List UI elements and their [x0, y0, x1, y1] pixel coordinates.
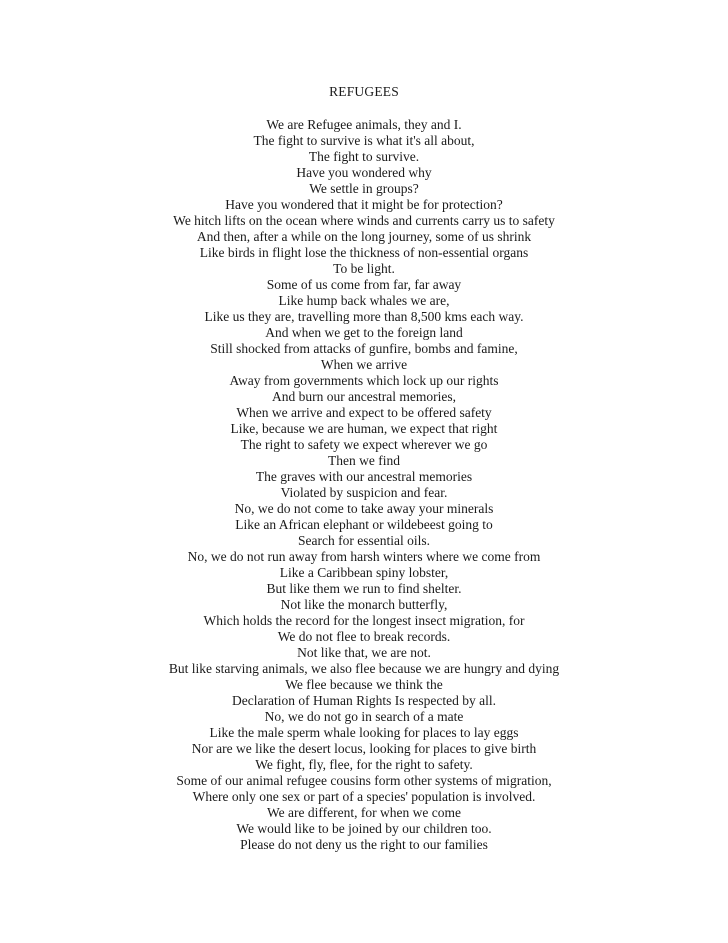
poem-line: No, we do not run away from harsh winters where we come from — [187, 548, 541, 564]
poem-line: Like the male sperm whale looking for places to lay eggs — [209, 724, 519, 740]
poem-line: We hitch lifts on the ocean where winds and currents carry us to safety — [173, 212, 555, 228]
poem-line: Nor are we like the desert locus, looking for places to give birth — [191, 740, 537, 756]
poem-line: Then we find — [328, 452, 400, 468]
poem-line: Where only one sex or part of a species' population is involved. — [192, 788, 536, 804]
poem-line: Some of our animal refugee cousins form other systems of migration, — [176, 772, 552, 788]
poem-line: The fight to survive. — [308, 148, 420, 164]
poem-line: Please do not deny us the right to our families — [240, 836, 488, 852]
poem-line: We would like to be joined by our children too. — [236, 820, 492, 836]
poem-line: Search for essential oils. — [298, 532, 430, 548]
poem-line: Not like that, we are not. — [297, 644, 431, 660]
poem-line: We do not flee to break records. — [277, 628, 451, 644]
poem-line: Away from governments which lock up our rights — [229, 372, 499, 388]
poem-line: Some of us come from far, far away — [266, 276, 462, 292]
poem-line: The graves with our ancestral memories — [255, 468, 473, 484]
poem-title: REFUGEES — [329, 84, 399, 99]
poem-line: Have you wondered that it might be for protection? — [225, 196, 503, 212]
poem-line: The fight to survive is what it's all about, — [253, 132, 475, 148]
poem-line: Not like the monarch butterfly, — [280, 596, 448, 612]
poem-line: Still shocked from attacks of gunfire, bombs and famine, — [210, 340, 518, 356]
poem-line: Like, because we are human, we expect that right — [230, 420, 498, 436]
poem-line: Have you wondered why — [296, 164, 432, 180]
poem-line: Like an African elephant or wildebeest going to — [235, 516, 493, 532]
poem-line: When we arrive — [320, 356, 408, 372]
poem-line: No, we do not go in search of a mate — [264, 708, 464, 724]
poem-line: Like us they are, travelling more than 8,500 kms each way. — [204, 308, 524, 324]
poem-line: We fight, fly, flee, for the right to safety. — [255, 756, 473, 772]
poem-line: Which holds the record for the longest insect migration, for — [203, 612, 525, 628]
poem-line: And burn our ancestral memories, — [271, 388, 457, 404]
poem-line: When we arrive and expect to be offered safety — [236, 404, 492, 420]
poem-line: To be light. — [333, 260, 395, 276]
poem-line: Like birds in flight lose the thickness of non-essential organs — [199, 244, 529, 260]
poem-line: But like starving animals, we also flee because we are hungry and dying — [168, 660, 560, 676]
poem-line: And when we get to the foreign land — [265, 324, 463, 340]
poem-line: Like hump back whales we are, — [278, 292, 450, 308]
poem-line: Violated by suspicion and fear. — [280, 484, 448, 500]
poem-line: We are Refugee animals, they and I. — [266, 116, 462, 132]
poem-line: We are different, for when we come — [267, 804, 461, 820]
poem-line: Declaration of Human Rights Is respected by all. — [232, 692, 496, 708]
poem-line: The right to safety we expect wherever we go — [240, 436, 488, 452]
poem-line: And then, after a while on the long journey, some of us shrink — [196, 228, 532, 244]
poem-line: But like them we run to find shelter. — [266, 580, 462, 596]
poem-body — [0, 117, 728, 853]
poem-line: No, we do not come to take away your minerals — [234, 500, 494, 516]
poem-line: Like a Caribbean spiny lobster, — [279, 564, 449, 580]
poem-line: We settle in groups? — [309, 180, 419, 196]
poem-line: We flee because we think the — [285, 676, 443, 692]
